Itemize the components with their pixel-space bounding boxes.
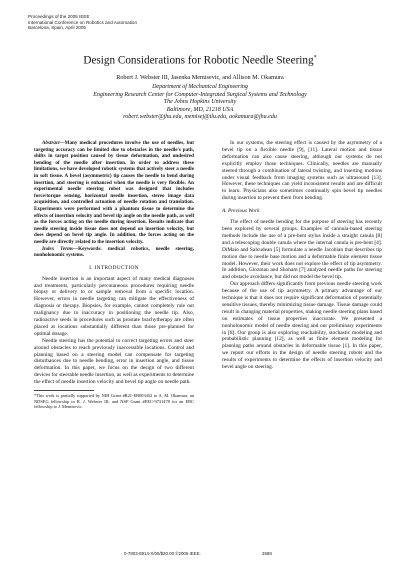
affiliation [0, 84, 400, 122]
proceedings-header [28, 14, 137, 31]
footnote-rule [34, 390, 94, 391]
paper-title [0, 52, 400, 68]
body-paragraph-3: Our approach differs significantly from previous needle steering work because of the use of tip asymmetry. A primary advantage of our technique is that it does not require significant deformation of potentially sensitive tissues, thereby minimizing tissue damage. Tissue damage could result in changing material properties, making needle steering plans based on estimates of tissue properties inaccurate. We presented a nonholonomic model of needle steering and our preliminary experiments in [8]. Our group is also exploring reachability, stochastic modeling and probabilistic planning [12], as well as finite element modeling for planning paths around obstacles in deformable tissue [1]. In this paper, we report our efforts in the design of needle steering robots and the results of experiments to determine the effects of insertion velocity and bevel angle on steering. [222, 281, 382, 371]
affiliation-line: Department of Mechanical Engineering [152, 84, 248, 90]
body-paragraph-2: The effect of needle bending for the purpose of steering has recently been explored by several groups. Examples of cannula-based steering methods include the use of a pre-bent stylus inside a straight canula [8] and a telescoping double canula where the internal canula is pre-bent [4]. DiMaio and Salcudean [5] formulate a needle Jacobian that describes tip motion due to needle base motion and a deformable finite element tissue model. However, their work does not explore the effect of tip asymmetry. In addition, Glozman and Shoham [7] analyzed needle paths for steering and obstacle avoidance, but did not model the bevel tip. [222, 219, 382, 281]
right-column [222, 140, 382, 371]
index-terms-text: Keywords: medical robotics, needle steering, nonholonomic systems. [34, 245, 194, 259]
intro-paragraph-1: Needle insertion is an important aspect of many medical diagnoses and treatments, particularly percutaneous procedures requiring needle biopsy or delivery to or sample removal from a specific location. However, errors in needle targeting can mitigate the effectiveness of diagnosis or therapy. Biopsies, for example, cannot completely rule out malignancy due to inaccuracy in positioning the needle tip. Also, radioactive seeds in procedures such as prostate brachytherapy are often placed at locations substantially different than those pre-planned for optimal dosage. [34, 275, 194, 337]
page-number: 3588 [262, 551, 272, 556]
abstract-label: Abstract— [42, 140, 65, 146]
title-footnote-mark: * [313, 55, 317, 61]
paper-title-text: Design Considerations for Robotic Needle Steering [83, 54, 314, 67]
body-paragraph-1: In our systems, the steering effect is caused by the asymmetry of a bevel tip on a flexible needle [9], [11]. Lateral motion and tissue deformation can also cause steering, although our systems do not explicitly employ those techniques. Clinically, needles are manually steered through a combination of lateral twisting, and inserting motions under visual feedback from imaging systems such as ultrasound [13]. However, these techniques can yield inconsistent results and are difficult to learn. Physicians also sometimes continually spin bevel tip needles during insertion to prevent them from bending. [222, 140, 382, 202]
copyright-line: 0-7803-8914-X/05/$20.00 ©2005 IEEE. [124, 551, 201, 556]
proceedings-line: International Conference on Robotics and Automation [28, 19, 138, 25]
proceedings-line: Barcelona, Spain, April 2005 [28, 25, 86, 31]
authors: Robert J. Webster III, Jasenka Memisevic, and Allison M. Okamura [116, 74, 284, 81]
index-terms-label: Index Terms— [42, 245, 79, 252]
affiliation-line: Engineering Research Center for Computer-Integrated Surgical Systems and Technology [93, 91, 307, 98]
affiliation-line: The Johns Hopkins University [163, 99, 237, 106]
index-terms [34, 246, 194, 259]
left-column [34, 140, 194, 409]
proceedings-line: Proceedings of the 2005 IEEE [28, 14, 90, 19]
subsection-heading-previous-work: A. Previous Work [222, 208, 260, 215]
abstract [34, 140, 194, 246]
footnote: *This work is partially supported by NIH Grant #R21-EB003452 to A. M. Okamura, an NDSEG fellowship to R. J. Webster III, and NSF Grant #EEC-9731478 for an ERC fellowship to J. Memisevic. [34, 393, 194, 409]
intro-paragraph-2: Needle steering has the potential to correct targeting errors and steer around obstacles to reach previously inaccessible locations. Control and planning based on a steering model can compensate for targeting disturbances due to needle bending, error in insertion angle, and tissue deformation. In this paper, we focus on the design of two different devices for steerable needle insertion, as well as experiments to determine the effect of needle insertion velocity and bevel tip angle on needle path. [34, 337, 194, 386]
abstract-text: Many medical procedures involve the use of needles, but targeting accuracy can be limited due to obstacles in the needle's path, shifts in target position caused by tissue deformation, and undesired bending of the needle after insertion. In order to address these limitations, we have developed robotic systems that actively steer a needle in soft tissue. A bevel (asymmetric) tip causes the needle to bend during insertion, and steering is enhanced when the needle is very flexible. An experimental needle steering robot was designed that includes force/torque sensing, horizontal needle insertion, stereo image data acquisition, and controlled actuation of needle rotation and translation. Experiments were performed with a phantom tissue to determine the effects of insertion velocity and bevel tip angle on the needle path, as well as the forces acting on the needle during insertion. Results indicate that needle steering inside tissue does not depend on insertion velocity, but does depend on bevel tip angle. In addition, the forces acting on the needle are directly related to the insertion velocity. [34, 140, 194, 245]
affiliation-emails: robert.webster@jhu.edu, memisej@tlu.edu, aokamura@jhu.edu [123, 114, 277, 121]
section-heading-introduction: I. INTRODUCTION [89, 264, 139, 271]
affiliation-line: Baltimore, MD, 21218 USA [166, 106, 234, 113]
